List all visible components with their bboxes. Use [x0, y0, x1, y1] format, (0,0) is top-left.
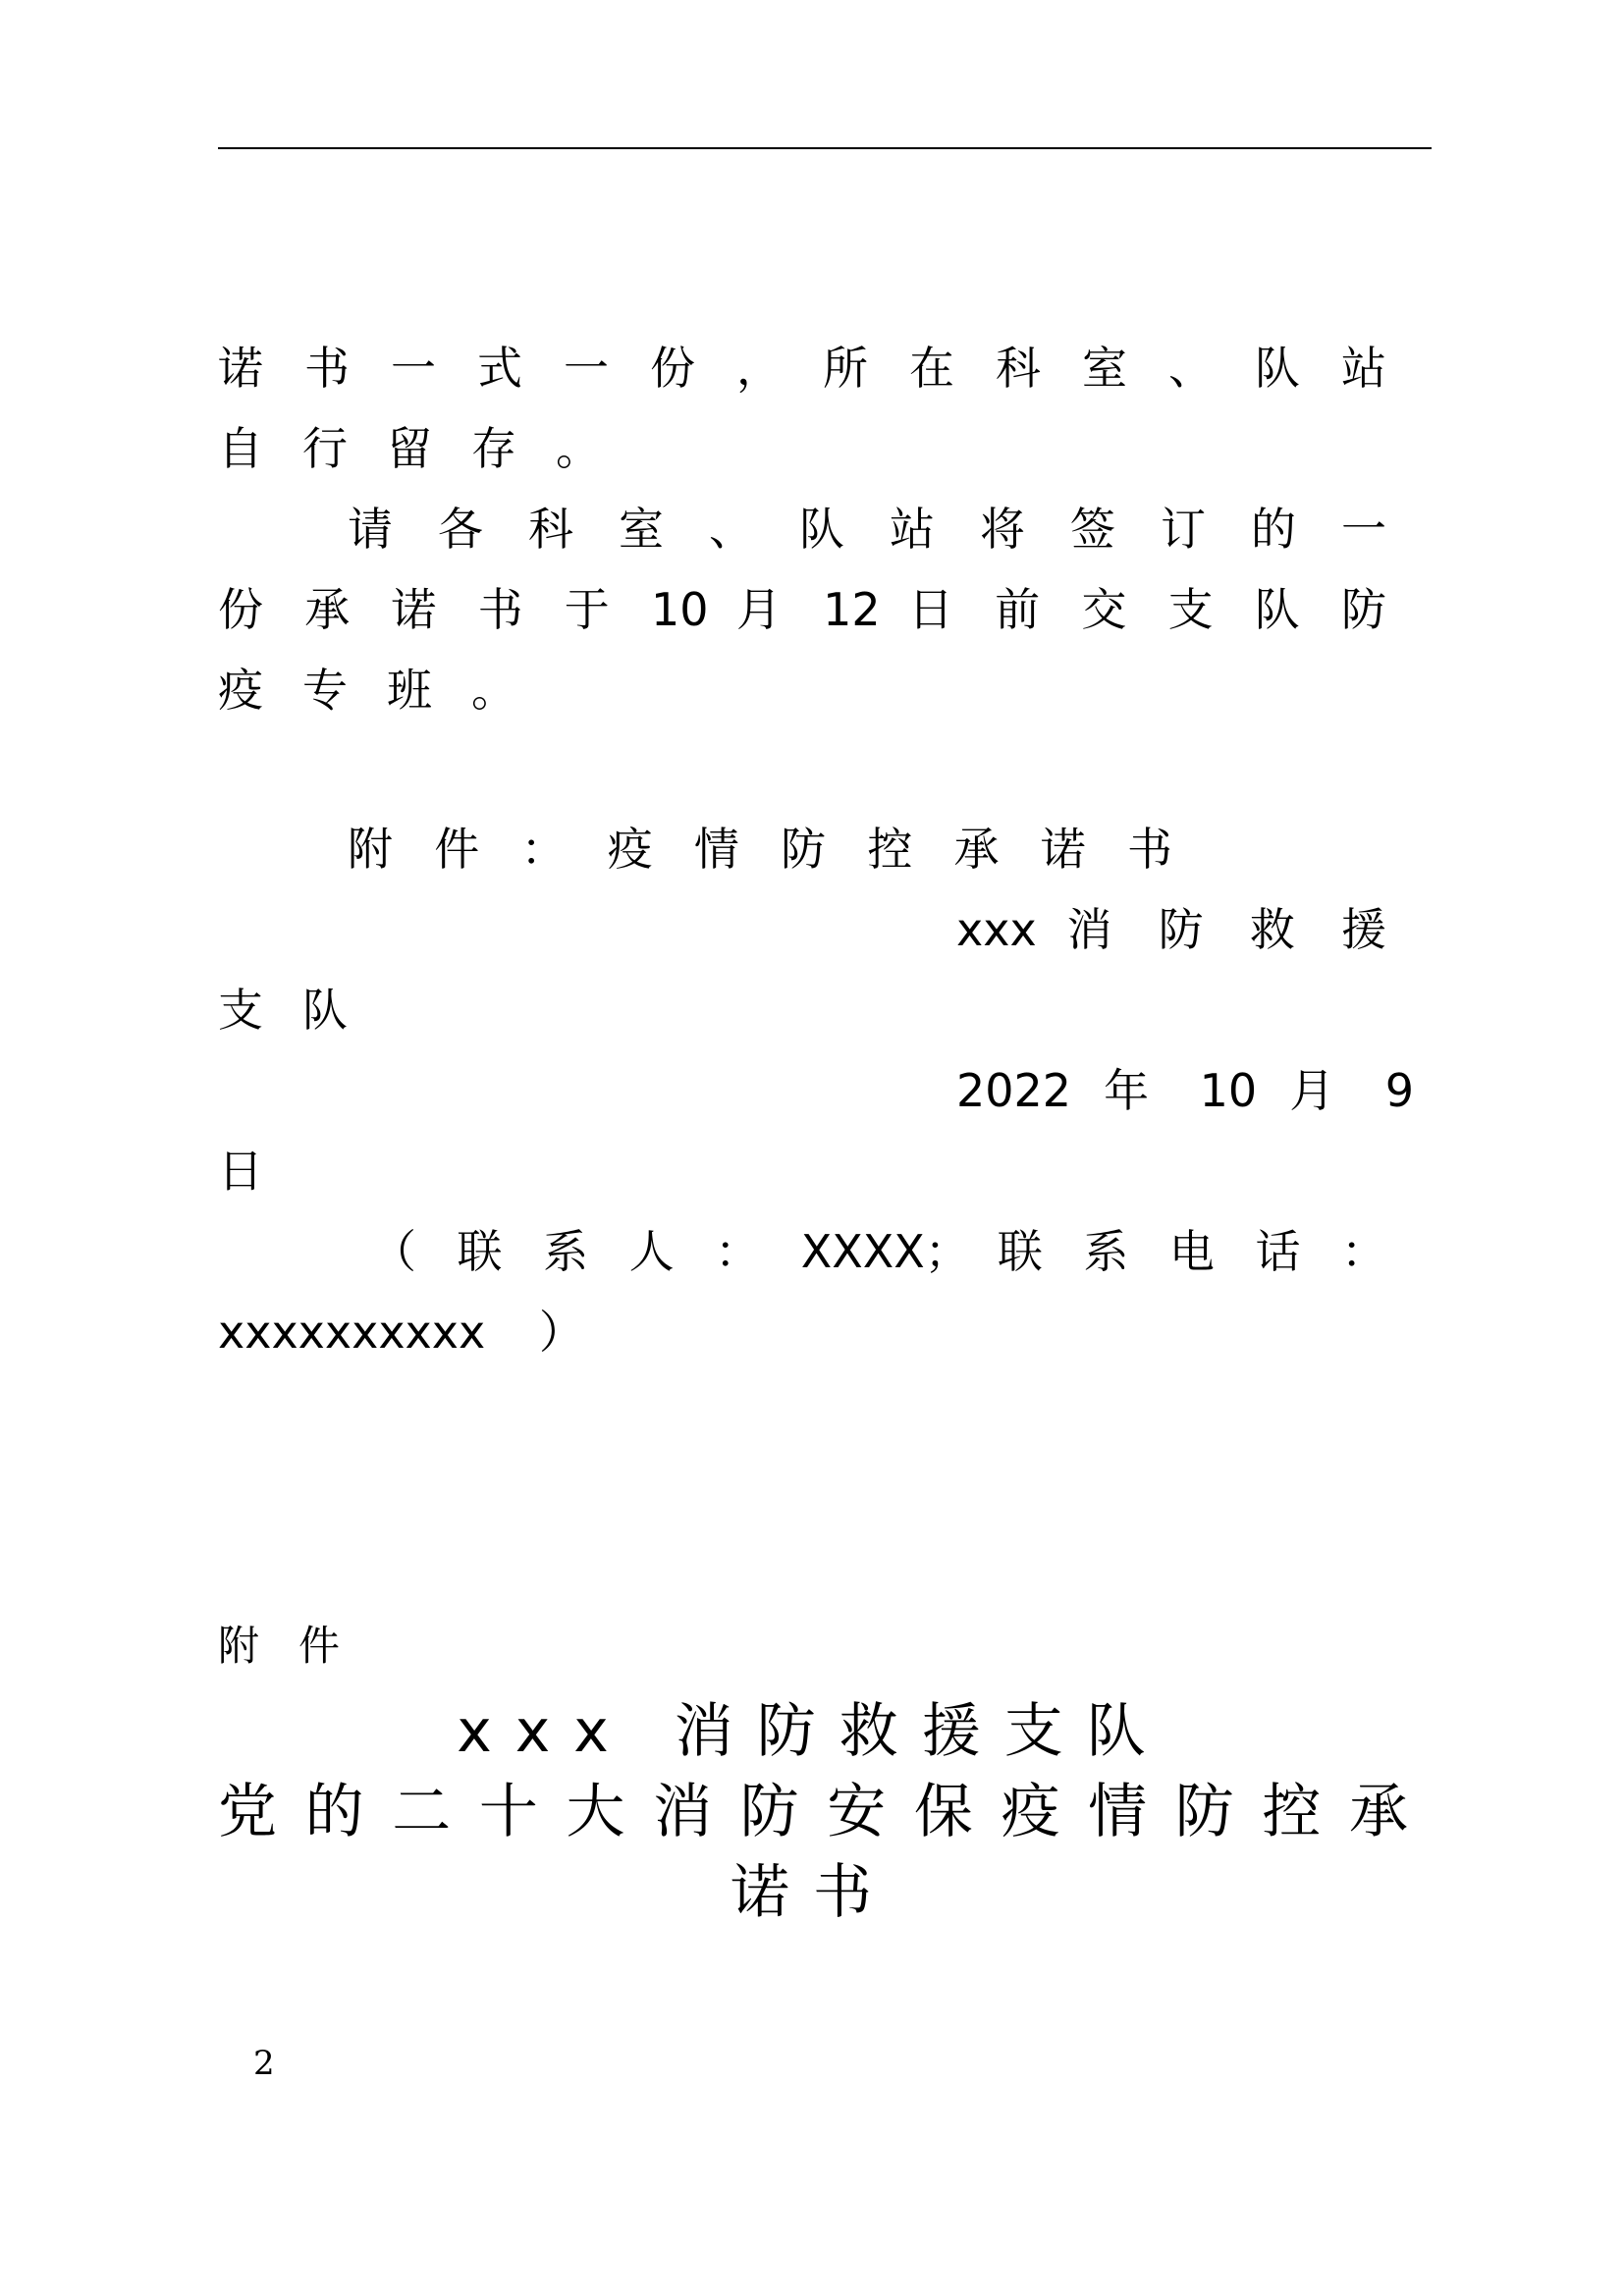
paragraph-1-line-2: 自行留存。	[218, 422, 640, 475]
paragraph-2-line-1: 请 各 科 室 、 队 站 将 签 订 的 一	[348, 503, 1386, 556]
date-line-2: 日	[218, 1145, 263, 1198]
contact-line-2: xxxxxxxxxx ）	[218, 1306, 584, 1359]
attachment-note: 附 件 ： 疫 情 防 控 承 诺 书	[348, 823, 1172, 876]
header-rule	[218, 147, 1432, 149]
date-line-1: 2022 年 10 月 9	[956, 1064, 1414, 1117]
appendix-label: 附件	[218, 1622, 380, 1670]
page-number: 2	[253, 2044, 275, 2083]
signature-org-line-2: 支队	[218, 984, 387, 1037]
paragraph-2-line-3: 疫专班。	[218, 664, 556, 717]
contact-line-1: （ 联 系 人 ： XXXX； 联 系 电 话 ：	[371, 1225, 1386, 1278]
paragraph-1-line-1: 诺 书 一 式 一 份 ， 所 在 科 室 、 队 站	[218, 342, 1386, 395]
paragraph-2-line-2: 份 承 诺 书 于 10 月 12 日 前 交 支 队 防	[218, 583, 1386, 636]
signature-org-line-1: xxx 消 防 救 援	[956, 903, 1386, 956]
appendix-title-line-2: 党 的 二 十 大 消 防 安 保 疫 情 防 控 承	[218, 1778, 1408, 1846]
appendix-title-line-1: xxx 消防救援支队	[457, 1697, 1169, 1766]
appendix-title-line-3: 诺书	[731, 1858, 895, 1927]
